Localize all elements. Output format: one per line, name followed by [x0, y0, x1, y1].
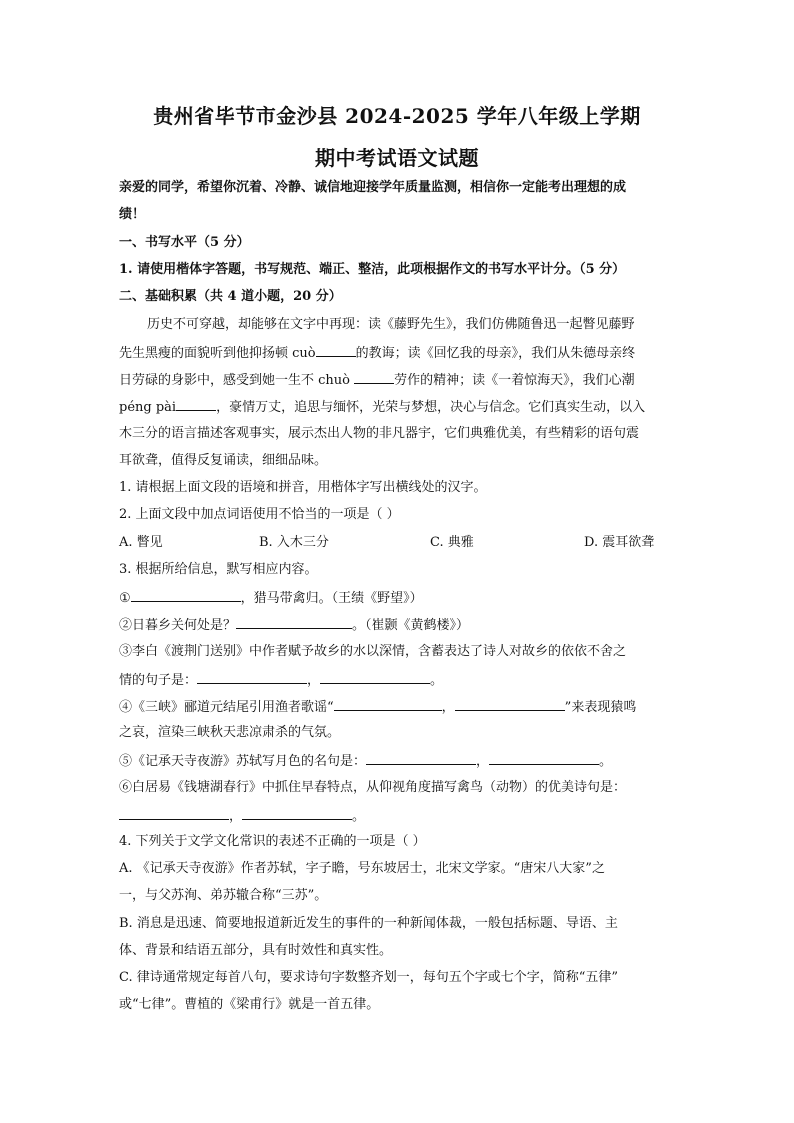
q3-item3-line2 — [119, 670, 679, 690]
passage-line6: 耳欲聋，值得反复诵读，细细品味。 — [119, 453, 328, 468]
q3-item3-b: 情的句子是： — [119, 673, 198, 688]
q3-item2-a: ②日暮乡关何处是？ — [119, 618, 237, 633]
q3-item4-sep: ， — [441, 700, 455, 715]
question-2: 2. 上面文段中加点词语使用不恰当的一项是（ ） — [119, 507, 400, 522]
answer-blank[interactable] — [236, 615, 352, 629]
q3-item3-end: 。 — [430, 673, 444, 688]
answer-blank[interactable] — [354, 370, 394, 384]
q3-item3-line1: ③李白《渡荆门送别》中作者赋予故乡的水以深情，含蓄表达了诗人对故乡的依依不舍之 — [119, 644, 627, 659]
q3-item1-b: ，猎马带禽归。（王绩《野望》） — [240, 591, 423, 606]
q3-item2 — [119, 615, 679, 635]
q3-item3-sep: ， — [307, 673, 321, 688]
answer-blank[interactable] — [119, 806, 229, 820]
passage-line3-b: 劳作的精神；读《一着惊海天》，我们心潮 — [394, 373, 635, 388]
q4-option-a-line2: 一，与父苏洵、弟苏辙合称“三苏”。 — [119, 888, 328, 903]
exam-title-line2: 期中考试语文试题 — [315, 146, 479, 170]
q3-item6-sep: ， — [229, 809, 243, 824]
answer-blank[interactable] — [176, 397, 216, 411]
intro-line2: 绩！ — [119, 207, 146, 222]
q3-item4-a: ④《三峡》郦道元结尾引用渔者歌谣“ — [119, 700, 334, 715]
q4-option-a-line1[interactable]: A. 《记承天寺夜游》作者苏轼，字子瞻，号东坡居士，北宋文学家。“唐宋八大家”之 — [119, 861, 605, 876]
answer-blank[interactable] — [334, 697, 442, 711]
passage-line4-b: ，豪情万丈，追思与缅怀，光荣与梦想，决心与信念。它们真实生动，以入 — [216, 400, 646, 415]
q3-item4-b: ”来表现猿鸣 — [564, 700, 637, 715]
passage-line1: 历史不可穿越，却能够在文字中再现：读《藤野先生》，我们仿佛随鲁迅一起瞥见藤野 — [147, 317, 635, 332]
q3-item6-line2 — [119, 806, 679, 826]
passage-line4-a: péng pài — [119, 400, 177, 415]
q3-item1-a: ① — [119, 591, 131, 606]
option-a[interactable]: A. 瞥见 — [119, 535, 163, 550]
answer-blank[interactable] — [316, 343, 356, 357]
q3-item2-b: 。（崔颢《黄鹤楼》） — [352, 618, 470, 633]
option-c[interactable]: C. 典雅 — [430, 535, 474, 550]
passage-line2-b: 的教诲；读《回忆我的母亲》，我们从朱德母亲终 — [355, 346, 636, 361]
q3-item4-line1 — [119, 697, 679, 717]
q4-option-c-line1[interactable]: C. 律诗通常规定每首八句，要求诗句字数整齐划一，每句五个字或七个字，简称“五律” — [119, 970, 619, 985]
q4-option-c-line2: 或“七律”。曹植的《梁甫行》就是一首五律。 — [119, 997, 380, 1012]
q3-item5-a: ⑤《记承天寺夜游》苏轼写月色的名句是： — [119, 754, 367, 769]
question-1: 1. 请根据上面文段的语境和拼音，用楷体字写出横线处的汉字。 — [119, 480, 487, 495]
q4-option-b-line1[interactable]: B. 消息是迅速、简要地报道新近发生的事件的一种新闻体裁，一般包括标题、导语、主 — [119, 916, 618, 931]
answer-blank[interactable] — [131, 588, 241, 602]
intro-line1: 亲爱的同学，希望你沉着、冷静、诚信地迎接学年质量监测，相信你一定能考出理想的成 — [119, 180, 627, 195]
answer-blank[interactable] — [489, 751, 599, 765]
q3-item5-end: 。 — [599, 754, 613, 769]
passage-line2-a: 先生黑瘦的面貌听到他抑扬顿 cuò — [119, 346, 316, 361]
q3-item5-sep: ， — [476, 754, 490, 769]
q3-item6-line1: ⑥白居易《钱塘湖春行》中抓住早春特点，从仰视角度描写禽鸟（动物）的优美诗句是： — [119, 780, 627, 795]
passage-line4 — [119, 397, 679, 417]
section1-question: 1. 请使用楷体字答题，书写规范、端正、整洁，此项根据作文的书写水平计分。（5 分） — [119, 262, 626, 277]
section1-heading: 一、书写水平（5 分） — [119, 235, 250, 250]
answer-blank[interactable] — [242, 806, 352, 820]
answer-blank[interactable] — [197, 670, 307, 684]
passage-line3 — [119, 370, 679, 390]
passage-line3-a: 日劳碌的身影中，感受到她一生不 chuò — [119, 373, 355, 388]
q4-option-b-line2: 体、背景和结语五部分，具有时效性和真实性。 — [119, 943, 393, 958]
question-4: 4. 下列关于文学文化常识的表述不正确的一项是（ ） — [119, 834, 426, 849]
answer-blank[interactable] — [320, 670, 430, 684]
exam-title-line1: 贵州省毕节市金沙县 2024-2025 学年八年级上学期 — [153, 104, 641, 128]
passage-line5: 木三分的语言描述客观事实，展示杰出人物的非凡器宇，它们典雅优美，有些精彩的语句震 — [119, 426, 640, 441]
answer-blank[interactable] — [366, 751, 476, 765]
q3-item4-line2: 之哀，渲染三峡秋天悲凉肃杀的气氛。 — [119, 725, 341, 740]
question-3: 3. 根据所给信息，默写相应内容。 — [119, 562, 318, 577]
q3-item1 — [119, 588, 679, 608]
passage-line2 — [119, 343, 679, 363]
answer-blank[interactable] — [455, 697, 565, 711]
option-d[interactable]: D. 震耳欲聋 — [584, 535, 655, 550]
section2-heading: 二、基础积累（共 4 道小题，20 分） — [119, 289, 342, 304]
q3-item5 — [119, 751, 679, 771]
q3-item6-end: 。 — [352, 809, 366, 824]
option-b[interactable]: B. 入木三分 — [259, 535, 329, 550]
